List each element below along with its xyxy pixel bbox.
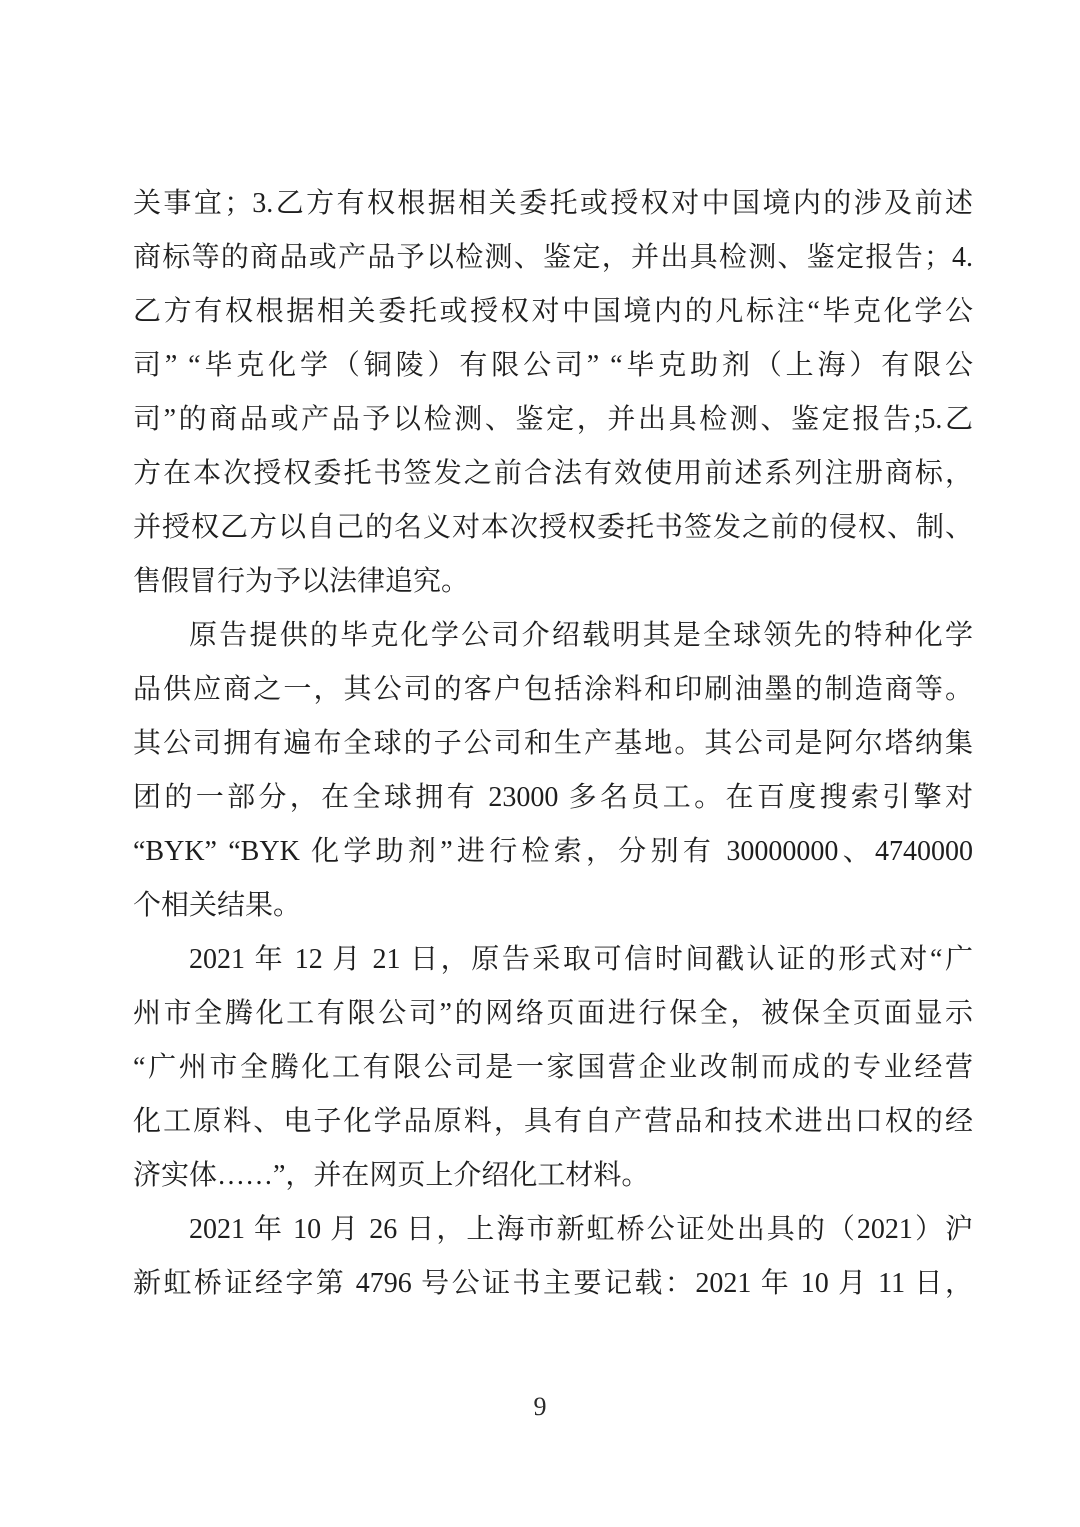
text-line: “BYK” “BYK 化学助剂”进行检索，分别有 30000000、4740000 [133, 836, 973, 867]
text-line: 商标等的商品或产品予以检测、鉴定，并出具检测、鉴定报告；4. [133, 242, 973, 273]
text-line: 方在本次授权委托书签发之前合法有效使用前述系列注册商标， [133, 458, 973, 489]
text-line: 原告提供的毕克化学公司介绍载明其是全球领先的特种化学 [189, 620, 973, 651]
text-block [133, 177, 973, 1311]
text-line: 品供应商之一，其公司的客户包括涂料和印刷油墨的制造商等。 [133, 674, 973, 705]
text-line: 其公司拥有遍布全球的子公司和生产基地。其公司是阿尔塔纳集 [133, 728, 973, 759]
page-number: 9 [533, 1392, 547, 1421]
text-line: 售假冒行为予以法律追究。 [133, 566, 470, 597]
text-line: 并授权乙方以自己的名义对本次授权委托书签发之前的侵权、制、 [133, 512, 973, 543]
text-line: 济实体……”，并在网页上介绍化工材料。 [133, 1160, 650, 1191]
text-line: 化工原料、电子化学品原料，具有自产营品和技术进出口权的经 [133, 1106, 973, 1137]
text-line: 2021 年 12 月 21 日，原告采取可信时间戳认证的形式对“广 [189, 944, 973, 975]
text-line: “广州市全腾化工有限公司是一家国营企业改制而成的专业经营 [133, 1052, 973, 1083]
paragraph [133, 609, 973, 933]
text-line: 关事宜；3.乙方有权根据相关委托或授权对中国境内的涉及前述 [133, 188, 973, 219]
text-line: 乙方有权根据相关委托或授权对中国境内的凡标注“毕克化学公 [133, 296, 973, 327]
text-line: 司” “毕克化学（铜陵）有限公司” “毕克助剂（上海）有限公 [133, 350, 973, 381]
text-line: 团的一部分，在全球拥有 23000 多名员工。在百度搜索引擎对 [133, 782, 973, 813]
text-line: 新虹桥证经字第 4796 号公证书主要记载：2021 年 10 月 11 日， [133, 1268, 973, 1299]
paragraph [133, 177, 973, 609]
paragraph [133, 1203, 973, 1311]
text-line: 司”的商品或产品予以检测、鉴定，并出具检测、鉴定报告;5.乙 [133, 404, 973, 435]
paragraph [133, 933, 973, 1203]
text-line: 2021 年 10 月 26 日，上海市新虹桥公证处出具的（2021）沪 [189, 1214, 973, 1245]
text-line: 州市全腾化工有限公司”的网络页面进行保全，被保全页面显示 [133, 998, 973, 1029]
text-line: 个相关结果。 [133, 890, 302, 921]
